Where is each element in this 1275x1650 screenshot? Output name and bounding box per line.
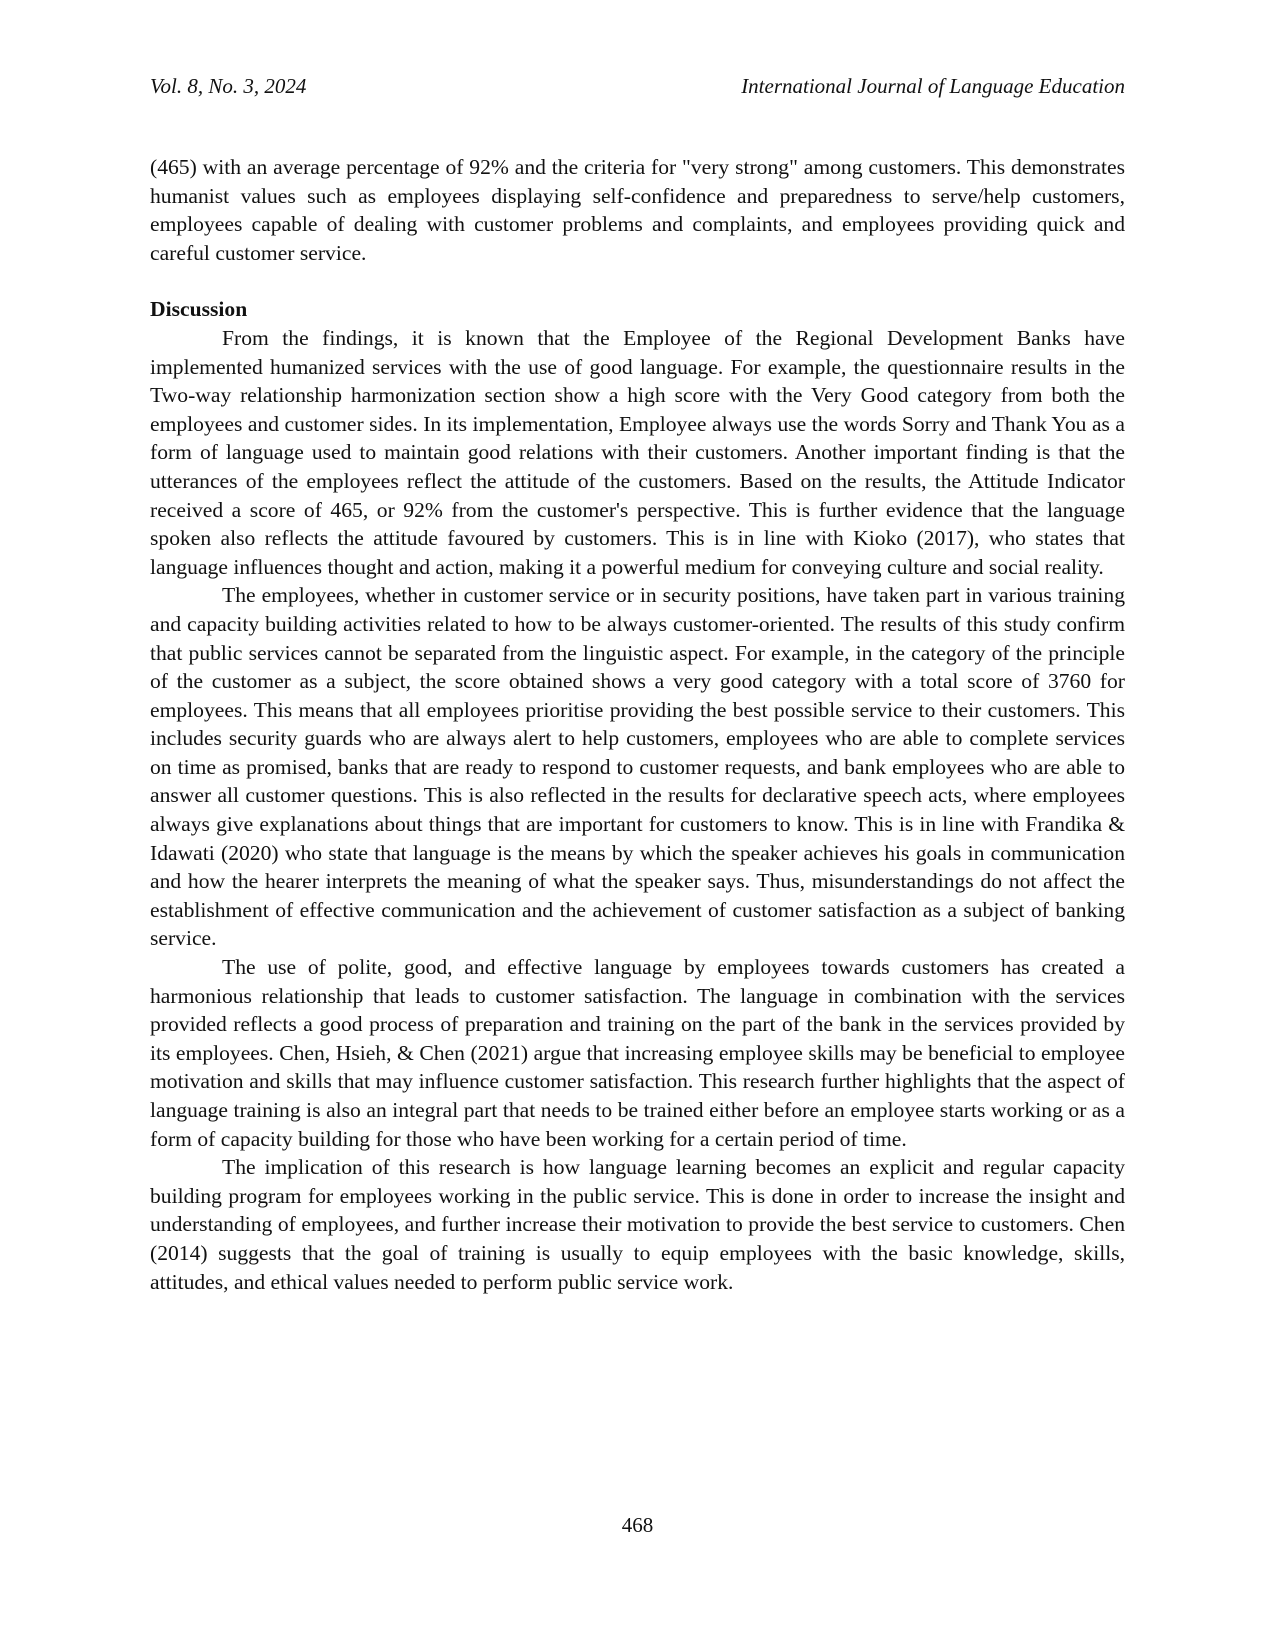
intro-paragraph: (465) with an average percentage of 92% and the criteria for "very strong" among customers. This demonstrates humanist values such as employees displaying self-confidence and preparedness to serve/help customers, employees capable of dealing with customer problems and complaints, and employees providing quick and careful customer service.: [150, 155, 1125, 265]
volume-issue: Vol. 8, No. 3, 2024: [150, 74, 307, 98]
article-body: [150, 153, 1125, 1296]
journal-title: International Journal of Language Education: [741, 74, 1125, 98]
section-heading-discussion: Discussion: [150, 297, 248, 322]
page-number: 468: [621, 1513, 654, 1537]
discussion-paragraph-2: The employees, whether in customer service or in security positions, have taken part in various training and capacity building activities related to how to be always customer-oriented. The results of this study confirm that public services cannot be separated from the linguistic aspect. For example, in the category of the principle of the customer as a subject, the score obtained shows a very good category with a total score of 3760 for employees. This means that all employees prioritise providing the best possible service to their customers. This includes security guards who are always alert to help customers, employees who are able to complete services on time as promised, banks that are ready to respond to customer requests, and bank employees who are able to answer all customer questions. This is also reflected in the results for declarative speech acts, where employees always give explanations about things that are important for customers to know. This is in line with Frandika & Idawati (2020) who state that language is the means by which the speaker achieves his goals in communication and how the hearer interprets the meaning of what the speaker says. Thus, misunderstandings do not affect the establishment of effective communication and the achievement of customer satisfaction as a subject of banking service.: [150, 583, 1125, 951]
discussion-paragraph-1: From the findings, it is known that the Employee of the Regional Development Banks have implemented humanized services with the use of good language. For example, the questionnaire results in the Two-way relationship harmonization section show a high score with the Very Good category from both the employees and customer sides. In its implementation, Employee always use the words Sorry and Thank You as a form of language used to maintain good relations with their customers. Another important finding is that the utterances of the employees reflect the attitude of the customers. Based on the results, the Attitude Indicator received a score of 465, or 92% from the customer's perspective. This is further evidence that the language spoken also reflects the attitude favoured by customers. This is in line with Kioko (2017), who states that language influences thought and action, making it a powerful medium for conveying culture and social reality.: [150, 325, 1125, 579]
running-header: [150, 74, 1125, 104]
discussion-paragraph-3: The use of polite, good, and effective language by employees towards customers has created a harmonious relationship that leads to customer satisfaction. The language in combination with the services provided reflects a good process of preparation and training on the part of the bank in the services provided by its employees. Chen, Hsieh, & Chen (2021) argue that increasing employee skills may be beneficial to employee motivation and skills that may influence customer satisfaction. This research further highlights that the aspect of language training is also an integral part that needs to be trained either before an employee starts working or as a form of capacity building for those who have been working for a certain period of time.: [150, 955, 1125, 1151]
discussion-paragraph-4: The implication of this research is how language learning becomes an explicit and regular capacity building program for employees working in the public service. This is done in order to increase the insight and understanding of employees, and further increase their motivation to provide the best service to customers. Chen (2014) suggests that the goal of training is usually to equip employees with the basic knowledge, skills, attitudes, and ethical values needed to perform public service work.: [150, 1155, 1125, 1294]
